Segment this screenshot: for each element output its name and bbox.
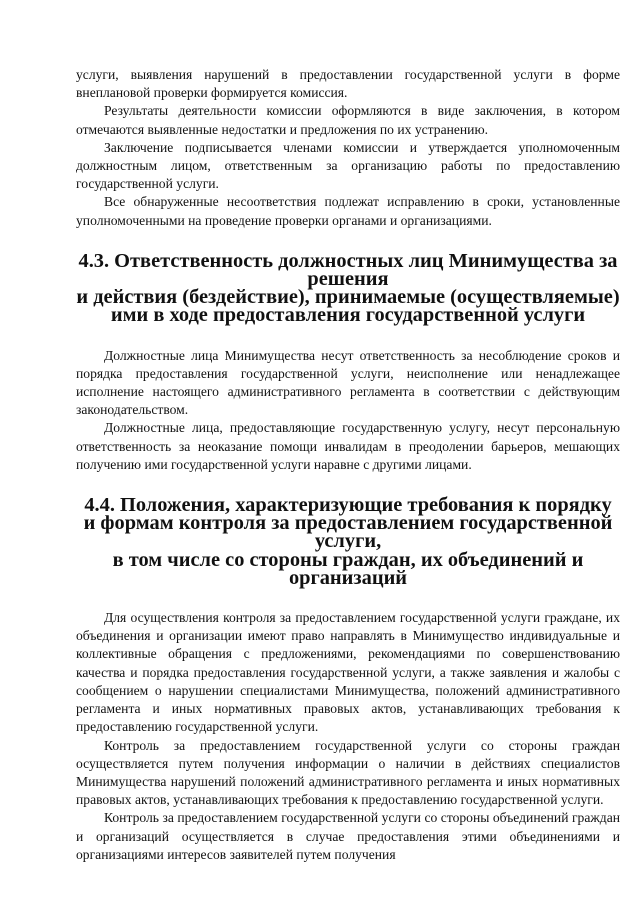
section-4-4-heading-line-2: и формам контроля за предоставлением государственной услуги,	[83, 512, 613, 553]
intro-paragraph-1: услуги, выявления нарушений в предоставлении государственной услуги в форме внеплановой проверки формируется комиссия.	[76, 67, 620, 101]
section-4-3-paragraph-2: Должностные лица, предоставляющие государственную услугу, несут персональную ответственность за неоказание помощи инвалидам в преодолении барьеров, мешающих получению ими государственной услуги наравне с другими лицами.	[76, 420, 620, 472]
section-4-3-heading-line-1: 4.3. Ответственность должностных лиц Минимущества за решения	[78, 249, 618, 291]
section-4-4-heading	[76, 496, 620, 587]
section-4-4-paragraph-1: Для осуществления контроля за предоставлением государственной услуги граждане, их объединения и организации имеют право направлять в Минимущество индивидуальные и коллективные обращения с предложениями, рекомендациями по совершенствованию качества и порядка предоставления государственной услуги, а также заявления и жалобы с сообщением о нарушении специалистами Минимущества, положений административного регламента и иных нормативных правовых актов, устанавливающих требования к предоставлению государственной услуги.	[76, 610, 620, 735]
intro-paragraph-4: Все обнаруженные несоответствия подлежат исправлению в сроки, установленные уполномоченными на проведение проверки органами и организациями.	[76, 194, 620, 228]
section-4-4-paragraph-3: Контроль за предоставлением государственной услуги со стороны объединений граждан и организаций осуществляется в случае предоставления этими объединениями и организациями интересов заявителей путем получения	[76, 810, 620, 862]
section-4-4-paragraph-2: Контроль за предоставлением государственной услуги со стороны граждан осуществляется путем получения информации о наличии в действиях специалистов Минимущества нарушений положений административного регламента и иных нормативных правовых актов, устанавливающих требования к предоставлению государственной услуги.	[76, 737, 620, 808]
section-4-3-heading-line-2: и действия (бездействие), принимаемые (осуществляемые)	[76, 286, 620, 309]
section-4-3-heading	[76, 249, 620, 327]
intro-paragraph-2: Результаты деятельности комиссии оформляются в виде заключения, в котором отмечаются выявленные недостатки и предложения по их устранению.	[76, 103, 620, 137]
section-4-3-heading-line-3: ими в ходе предоставления государственной услуги	[110, 304, 586, 327]
section-4-3-paragraph-1: Должностные лица Минимущества несут ответственность за несоблюдение сроков и порядка предоставления государственной услуги, неисполнение или ненадлежащее исполнение настоящего административного регламента в соответствии с действующим законодательством.	[76, 347, 620, 418]
section-4-4-heading-line-3: в том числе со стороны граждан, их объединений и организаций	[112, 548, 584, 589]
section-4-4-heading-line-1: 4.4. Положения, характеризующие требования к порядку	[84, 494, 612, 517]
intro-paragraph-3: Заключение подписывается членами комиссии и утверждается уполномоченным должностным лицом, ответственным за организацию работы по предоставлению государственной услуги.	[76, 139, 620, 192]
